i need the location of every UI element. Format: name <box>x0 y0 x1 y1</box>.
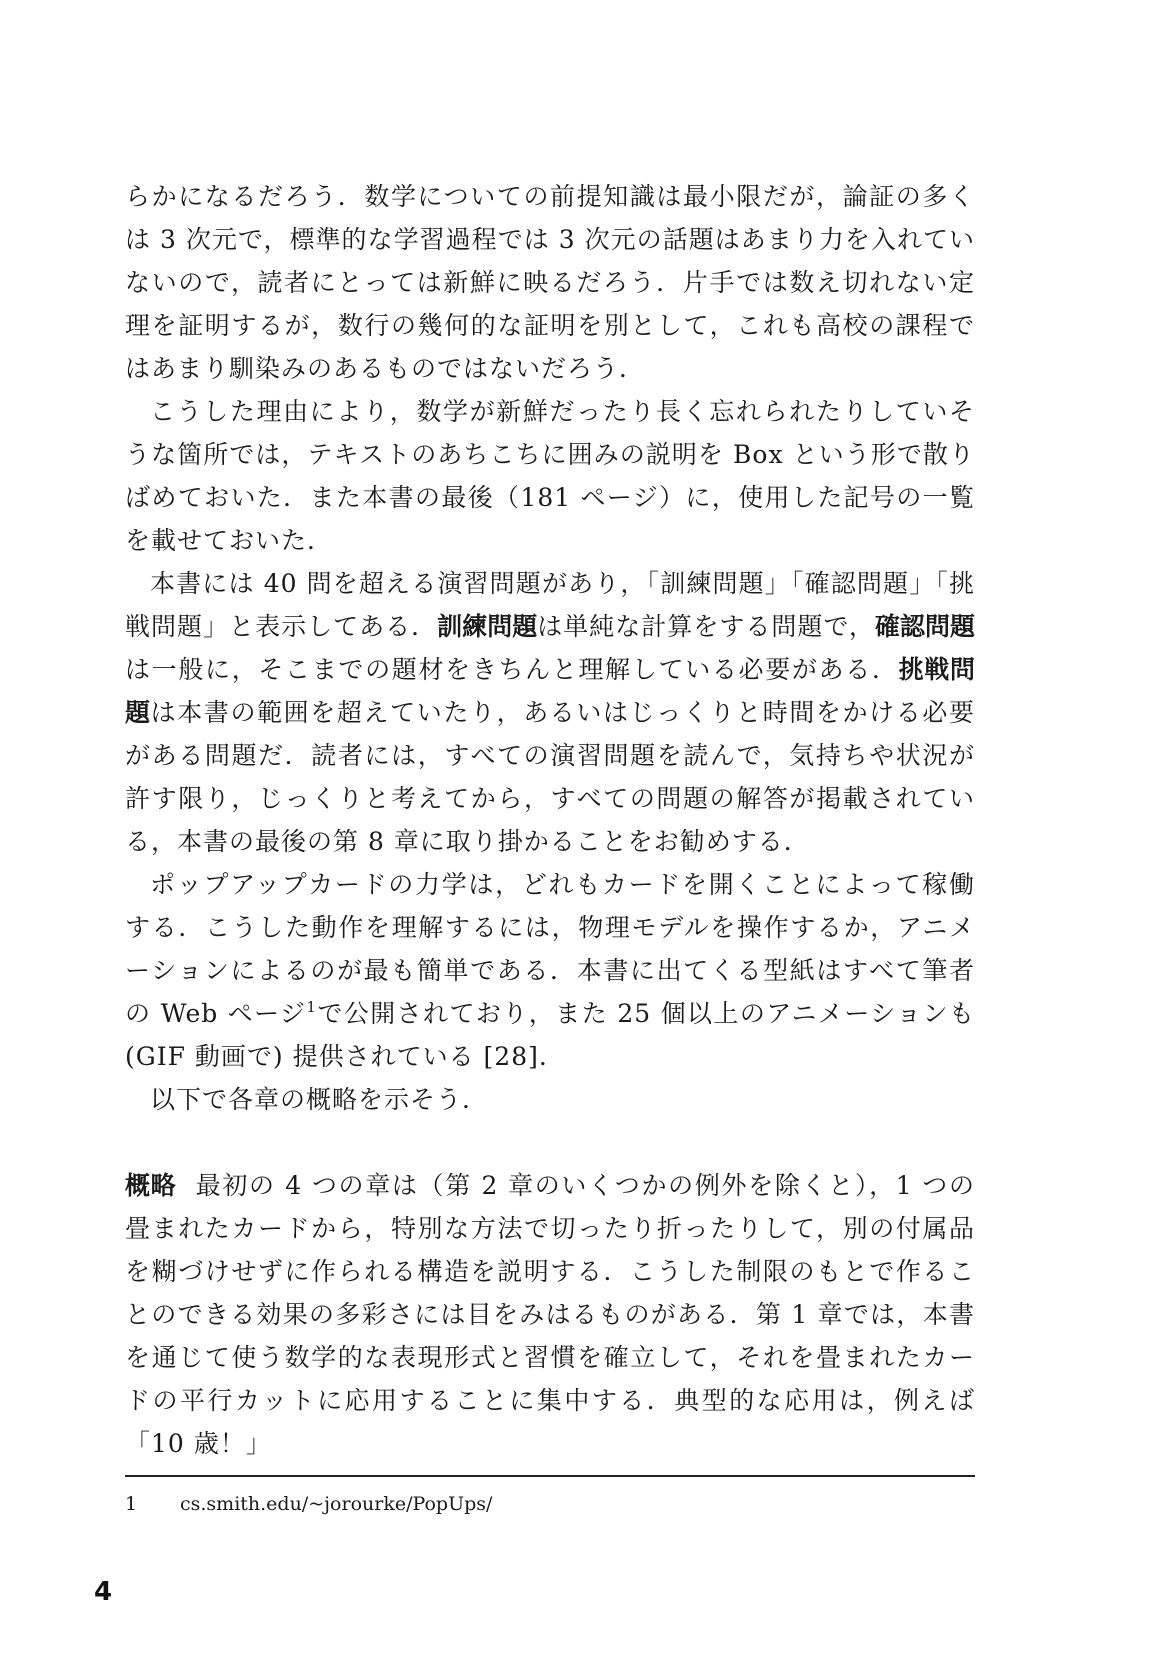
paragraph-text: 最初の 4 つの章は（第 2 章のいくつかの例外を除くと），1 つの畳まれたカードから，特別な方法で切ったり折ったりして，別の付属品を糊づけせずに作られる構造を説明する．こうした制限のもとで作ることのできる効果の多彩さには目をみはるものがある．第 1 章では，本書を通じて使う数学的な表現形式と習慣を確立して，それを畳まれたカードの平行カットに応用することに集中する．典型的な応用は，例えば「10 歳！」 <box>125 1171 975 1458</box>
paragraph-text: らかになるだろう．数学についての前提知識は最小限だが，論証の多くは 3 次元で，標準的な学習過程では 3 次元の話題はあまり力を入れていないので，読者にとっては新鮮に映るだろう．片手では数え切れない定理を証明するが，数行の幾何的な証明を別として，これも高校の課程ではあまり馴染みのあるものではないだろう． <box>125 182 975 383</box>
footnote-number: 1 <box>125 1493 138 1515</box>
footnote <box>125 1491 975 1517</box>
paragraph-overview <box>125 1164 975 1465</box>
paragraph-box-notes <box>125 390 975 562</box>
paragraph-text: は単純な計算をする問題で， <box>537 612 875 641</box>
paragraph-text: で公開されており，また 25 個以上のアニメーションも (GIF 動画で) 提供されている [28]. <box>125 999 975 1071</box>
paragraph-text: ポップアップカードの力学は，どれもカードを開くことによって稼働する．こうした動作を理解するには，物理モデルを操作するか，アニメーションによるのが最も簡単である．本書に出てくる型紙はすべて筆者の Web ページ <box>125 870 975 1028</box>
footnote-rule <box>125 1475 975 1477</box>
paragraph-text: 以下で各章の概略を示そう． <box>150 1085 489 1114</box>
footnote-reference: 1 <box>306 998 317 1016</box>
bold-term-drill: 訓練問題 <box>437 612 538 641</box>
paragraph-text: 本書には 40 問を超える演習問題があり，「訓練問題」「確認問題」「挑戦問題」と表示してある． <box>125 569 975 641</box>
bold-term-challenge: 挑戦問題 <box>125 655 975 727</box>
body-text <box>125 175 975 1465</box>
page-number: 4 <box>94 1577 113 1607</box>
paragraph-outline-intro <box>125 1078 975 1121</box>
paragraph-continued <box>125 175 975 390</box>
paragraph-exercises <box>125 562 975 863</box>
bold-term-check: 確認問題 <box>874 612 975 641</box>
paragraph-text: は本書の範囲を超えていたり，あるいはじっくりと時間をかける必要がある問題だ．読者には，すべての演習問題を読んで，気持ちや状況が許す限り，じっくりと考えてから，すべての問題の解答が掲載されている，本書の最後の第 8 章に取り掛かることをお勧めする． <box>125 698 975 856</box>
footnote-text: cs.smith.edu/~jorourke/PopUps/ <box>180 1493 493 1515</box>
overview-heading: 概略 <box>125 1171 177 1200</box>
paragraph-text: は一般に，そこまでの題材をきちんと理解している必要がある． <box>125 655 899 684</box>
paragraph-text: こうした理由により，数学が新鮮だったり長く忘れられたりしていそうな箇所では，テキストのあちこちに囲みの説明を Box という形で散りばめておいた．また本書の最後（181 ページ）に，使用した記号の一覧を載せておいた． <box>125 397 975 555</box>
paragraph-mechanics <box>125 863 975 1078</box>
